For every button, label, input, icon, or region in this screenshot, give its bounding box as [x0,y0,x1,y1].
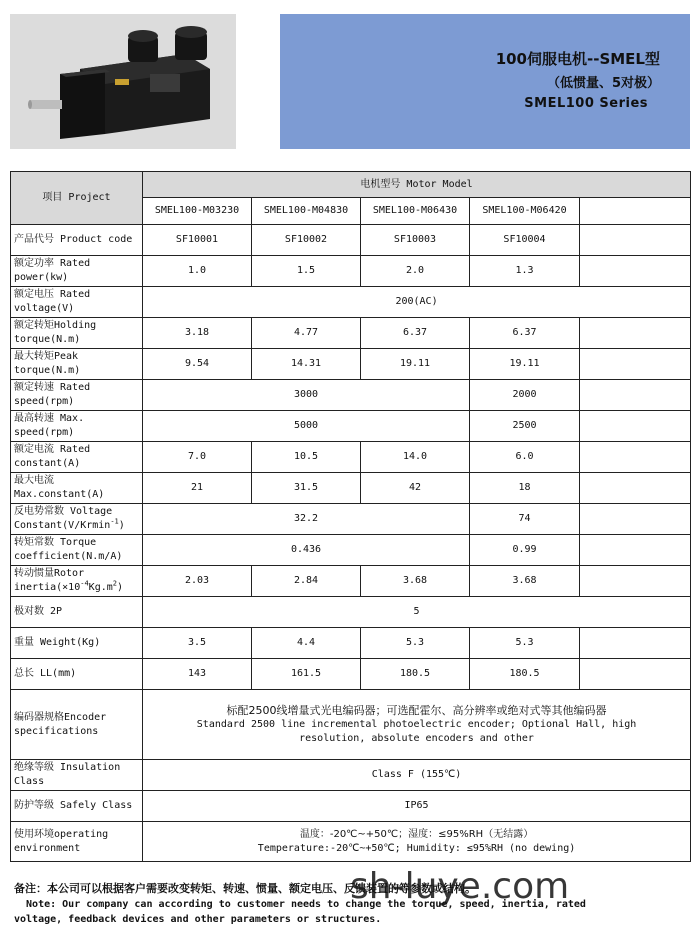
table-row [11,566,691,597]
value-cell: 2.03 [143,566,252,597]
value-cell: 2.84 [252,566,361,597]
value-cell: 0.436 [143,535,470,566]
value-cell: 31.5 [252,473,361,504]
empty-cell [580,380,691,411]
row-label-torque-coefficient: 转矩常数 Torque coefficient(N.m/A) [11,535,143,566]
row-label-insulation: 绝缘等级 Insulation Class [11,760,143,791]
label-line: inertia(×10 [14,582,81,593]
value-cell: 143 [143,659,252,690]
table-row [11,225,691,256]
value-cell: 4.77 [252,318,361,349]
encoder-line-cn: 标配2500线增量式光电编码器；可选配霍尔、高分辨率或绝对式等其他编码器 [226,704,607,717]
row-label-rated-voltage: 额定电压 Rated voltage(V) [11,287,143,318]
value-cell: SF10001 [143,225,252,256]
value-cell: 161.5 [252,659,361,690]
model-1: SMEL100-M03230 [143,198,252,225]
motor-photo [10,14,236,149]
table-row [11,473,691,504]
value-cell: 3000 [143,380,470,411]
empty-cell [580,256,691,287]
table-row [11,628,691,659]
value-cell: 200(AC) [143,287,691,318]
label-line: 反电势常数 Voltage [14,506,113,517]
row-label-environment: 使用环境operating environment [11,822,143,862]
label-line: 转动惯量Rotor [14,568,85,579]
value-cell: 2000 [470,380,580,411]
note-cn: 备注：本公司可以根据客户需要改变转矩、转速、惯量、额定电压、反馈装置的等参数或结构。 [14,882,476,895]
table-row [11,287,691,318]
value-cell: 180.5 [470,659,580,690]
value-cell: 14.31 [252,349,361,380]
row-label-voltage-constant [11,504,143,535]
value-cell: 6.37 [470,318,580,349]
model-2: SMEL100-M04830 [252,198,361,225]
value-cell: SF10002 [252,225,361,256]
value-cell: 1.5 [252,256,361,287]
page-subtitle: （低惯量、5对极） [546,76,660,91]
superscript: -1 [110,517,119,526]
table-row [11,504,691,535]
value-cell: 6.0 [470,442,580,473]
title-banner [280,14,690,149]
label-line: ) [116,582,124,593]
motor-model-header: 电机型号 Motor Model [143,172,691,198]
project-header: 项目 Project [11,172,143,225]
table-row [11,535,691,566]
value-cell: 21 [143,473,252,504]
table-row [11,349,691,380]
watermark: sh-luye.com [350,866,570,907]
value-cell: 14.0 [361,442,470,473]
note-en-line: Note: Our company can according to customer needs to change the torque, speed, inertia, rated [14,899,586,910]
superscript: 2 [112,579,117,588]
empty-cell [580,535,691,566]
table-row [11,659,691,690]
page-title: 100伺服电机--SMEL型 [495,50,660,68]
value-cell: 1.0 [143,256,252,287]
value-cell: 1.3 [470,256,580,287]
value-cell: 5.3 [470,628,580,659]
row-label-weight: 重量 Weight(Kg) [11,628,143,659]
row-label-rated-speed: 额定转速 Rated speed(rpm) [11,380,143,411]
empty-cell [580,473,691,504]
table-row [11,411,691,442]
empty-cell [580,504,691,535]
row-label-rated-constant: 额定电流 Rated constant(A) [11,442,143,473]
table-row [11,597,691,628]
table-row [11,256,691,287]
empty-cell [580,225,691,256]
label-line: Constant(V/Krmin [14,520,111,531]
table-row [11,822,691,862]
value-cell: 2500 [470,411,580,442]
table-row [11,760,691,791]
value-cell: 42 [361,473,470,504]
value-cell: SF10003 [361,225,470,256]
value-cell: 19.11 [470,349,580,380]
value-cell: 32.2 [143,504,470,535]
table-row [11,318,691,349]
value-cell: 5 [143,597,691,628]
row-label-pole-pairs: 极对数 2P [11,597,143,628]
table-row [11,380,691,411]
label-line: Kg.m [88,582,113,593]
table-row [11,791,691,822]
note-en-line: voltage, feedback devices and other parameters or structures. [14,914,382,925]
spec-table [10,171,691,862]
value-cell: 18 [470,473,580,504]
environment-line-en: Temperature:-20℃~+50℃; Humidity: ≤95%RH (no dewing) [257,843,576,854]
value-cell: 3.68 [470,566,580,597]
value-cell: 5.3 [361,628,470,659]
table-row [11,442,691,473]
value-cell: 6.37 [361,318,470,349]
value-cell: 2.0 [361,256,470,287]
row-label-max-speed: 最高转速 Max. speed(rpm) [11,411,143,442]
superscript: -4 [80,579,89,588]
environment-line-cn: 温度：-20℃~+50℃；湿度：≤95%RH（无结露） [299,829,534,840]
empty-cell [580,349,691,380]
table-row [11,690,691,760]
value-cell: 3.5 [143,628,252,659]
empty-cell [580,566,691,597]
model-4: SMEL100-M06420 [470,198,580,225]
value-cell: IP65 [143,791,691,822]
value-cell: 180.5 [361,659,470,690]
value-cell: 4.4 [252,628,361,659]
row-label-holding-torque: 额定转矩Holding torque(N.m) [11,318,143,349]
servo-motor-image [10,14,236,149]
value-cell: 5000 [143,411,470,442]
value-cell: Class F (155℃) [143,760,691,791]
empty-cell [580,628,691,659]
value-cell: 10.5 [252,442,361,473]
empty-cell [580,318,691,349]
encoder-line-en: Standard 2500 line incremental photoelectric encoder; Optional Hall, high [196,719,637,730]
value-cell: 0.99 [470,535,580,566]
value-cell: 3.68 [361,566,470,597]
value-cell: 9.54 [143,349,252,380]
environment-description [143,822,691,862]
empty-cell [580,198,691,225]
encoder-line-en: resolution, absolute encoders and other [299,733,534,744]
series-name: SMEL100 Series [524,96,648,111]
empty-cell [580,411,691,442]
row-label-rated-power: 额定功率 Rated power(kw) [11,256,143,287]
row-label-protection: 防护等级 Safely Class [11,791,143,822]
row-label-length: 总长 LL(mm) [11,659,143,690]
label-line: ) [118,520,125,531]
value-cell: 3.18 [143,318,252,349]
value-cell: 19.11 [361,349,470,380]
row-label-max-constant: 最大电流 Max.constant(A) [11,473,143,504]
row-label-product-code: 产品代号 Product code [11,225,143,256]
value-cell: 7.0 [143,442,252,473]
model-3: SMEL100-M06430 [361,198,470,225]
empty-cell [580,442,691,473]
encoder-description [143,690,691,760]
row-label-encoder: 编码器规格Encoder specifications [11,690,143,760]
row-label-rotor-inertia [11,566,143,597]
value-cell: SF10004 [470,225,580,256]
empty-cell [580,659,691,690]
row-label-peak-torque: 最大转矩Peak torque(N.m) [11,349,143,380]
value-cell: 74 [470,504,580,535]
